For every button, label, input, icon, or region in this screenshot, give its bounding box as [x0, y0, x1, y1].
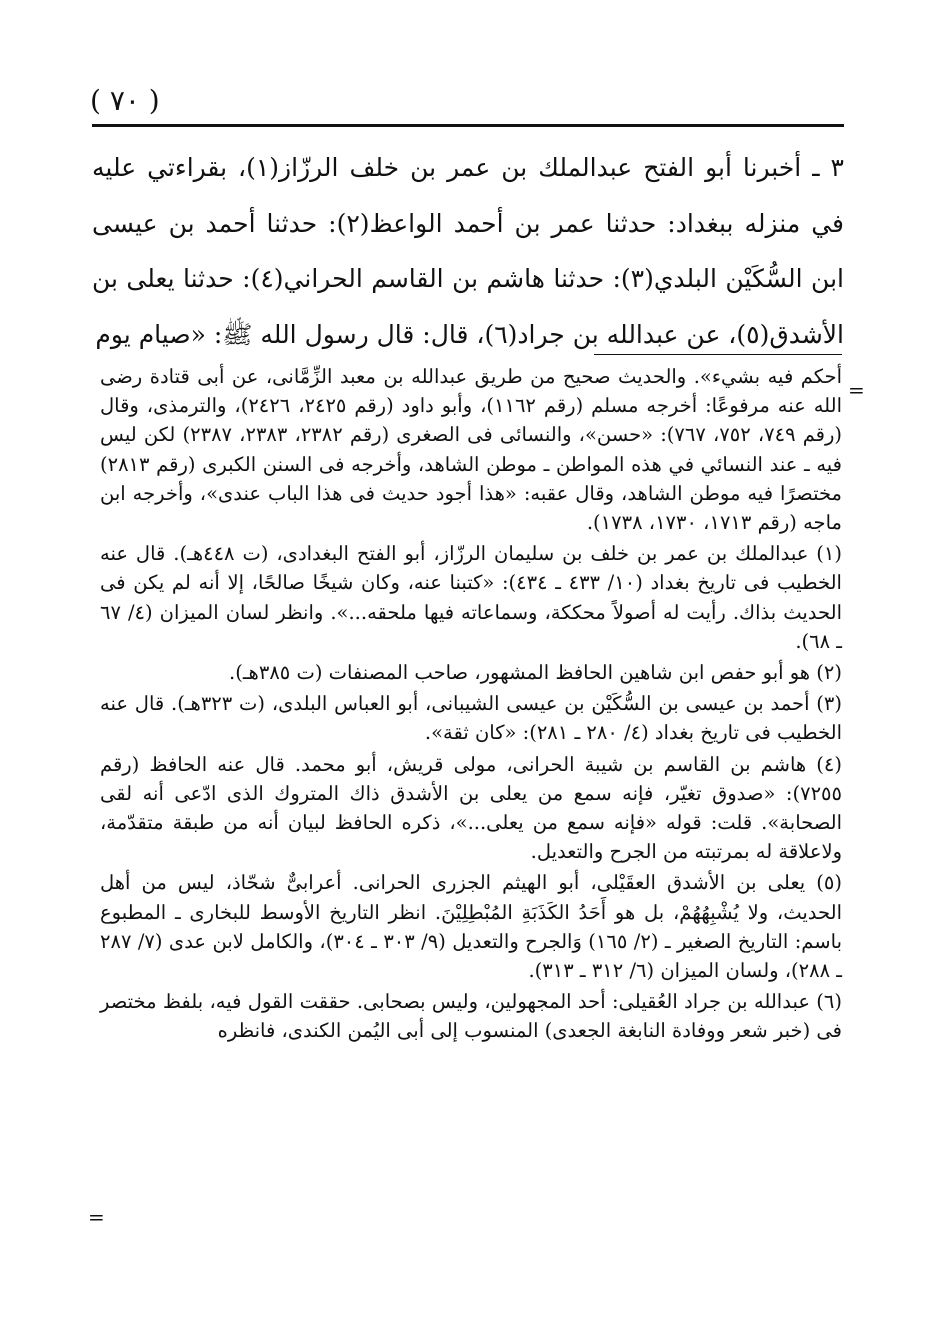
footnotes	[100, 362, 842, 1048]
footnote-2: (٢) هو أبو حفص ابن شاهين الحافظ المشهور، صاحب المصنفات (ت ٣٨٥هـ).	[229, 661, 842, 685]
footnote-1: (١) عبدالملك بن عمر بن خلف بن سليمان الرزّاز، أبو الفتح البغدادى، (ت ٤٤٨هـ). قال عنه الخطيب فى تاريخ بغداد (١٠/ ٤٣٣ ـ ٤٣٤): «كتبنا عنه، وكان شيخًا صالحًا، إلا أنه لم يكن فى الحديث بذاك. رأيت له أصولاً محككة، وسماعاته فيها ملحقه...». وانظر لسان الميزان (٤/ ٦٧ ـ ٦٨).	[100, 542, 842, 653]
continuation-mark-bottom: =	[88, 1205, 105, 1229]
footnote-continued: أحكم فيه بشيء». والحديث صحيح من طريق عبدالله بن معبد الزِّمَّانى، عن أبى قتادة رضى الله عنه مرفوعًا: أخرجه مسلم (رقم ١١٦٢)، وأبو داود (رقم ٢٤٢٥، ٢٤٢٦)، والترمذى، وقال (رقم ٧٤٩، ٧٥٢، ٧٦٧): «حسن»، والنسائى فى الصغرى (رقم ٢٣٨٢، ٢٣٨٣، ٢٣٨٧) لكن ليس فيه ـ عند النسائي في هذه المواطن ـ موطن الشاهد، وأخرجه فى السنن الكبرى (رقم ٢٨١٣) مختصرًا فيه موطن الشاهد، وقال عقبه: «هذا أجود حديث فى هذا الباب عندى»، وأخرجه ابن ماجه (رقم ١٧١٣، ١٧٣٠، ١٧٣٨).	[100, 365, 843, 535]
header-rule	[92, 124, 844, 127]
footnote-4: (٤) هاشم بن القاسم بن شيبة الحرانى، مولى قريش، أبو محمد. قال عنه الحافظ (رقم ٧٢٥٥): «صدوق تغيّر، فإنه سمع من يعلى بن الأشدق ذاك المتروك الذى ادّعى أنه لقى الصحابة». قلت: قوله «فإنه سمع من يعلى...»، ذكره الحافظ لبيان أنه من طبقة متقدّمة، ولاعلاقة له بمرتبته من الجرح والتعديل.	[100, 752, 842, 864]
hadith-text	[92, 140, 844, 362]
continuation-mark-top: =	[848, 378, 865, 402]
page-number: ( ٧٠ )	[90, 84, 160, 117]
hadith-paragraph: ٣ ـ أخبرنا أبو الفتح عبدالملك بن عمر بن خلف الرزّاز(١)، بقراءتي عليه في منزله ببغداد: حدثنا عمر بن أحمد الواعظ(٢): حدثنا أحمد بن عيسى ابن السُّكَيْن البلدي(٣): حدثنا هاشم بن القاسم الحراني(٤): حدثنا يعلى بن الأشدق(٥)، عن عبدالله بن جراد(٦)، قال: قال رسول الله ﷺ: «صيام يوم	[92, 153, 844, 349]
footnote-separator	[594, 354, 842, 355]
footnote-3: (٣) أحمد بن عيسى بن السُّكَيْن بن عيسى الشيبانى، أبو العباس البلدى، (ت ٣٢٣هـ). قال عنه الخطيب فى تاريخ بغداد (٤/ ٢٨٠ ـ ٢٨١): «كان ثقة».	[100, 692, 843, 745]
footnote-5: (٥) يعلى بن الأشدق العقَيْلى، أبو الهيثم الجزرى الحرانى. أعرابىٌّ شحّاذ، ليس من أهل الحديث، ولا يُشْبِهُهُمْ، بل هو أَحَدُ الكَذَبَةِ المُبْطِلِيْنَ. انظر التاريخ الأوسط للبخارى ـ المطبوع باسم: التاريخ الصغير ـ (٢/ ١٦٥) وَالجرح والتعديل (٩/ ٣٠٣ ـ ٣٠٤)، والكامل لابن عدى (٧/ ٢٨٧ ـ ٢٨٨)، ولسان الميزان (٦/ ٣١٢ ـ ٣١٣).	[100, 871, 842, 983]
footnote-6: (٦) عبدالله بن جراد العُقيلى: أحد المجهولين، وليس بصحابى. حققت القول فيه، بلفظ مختصر فى (خبر شعر ووفادة النابغة الجعدى) المنسوب إلى أبى اليُمن الكندى، فانظره	[100, 990, 842, 1043]
